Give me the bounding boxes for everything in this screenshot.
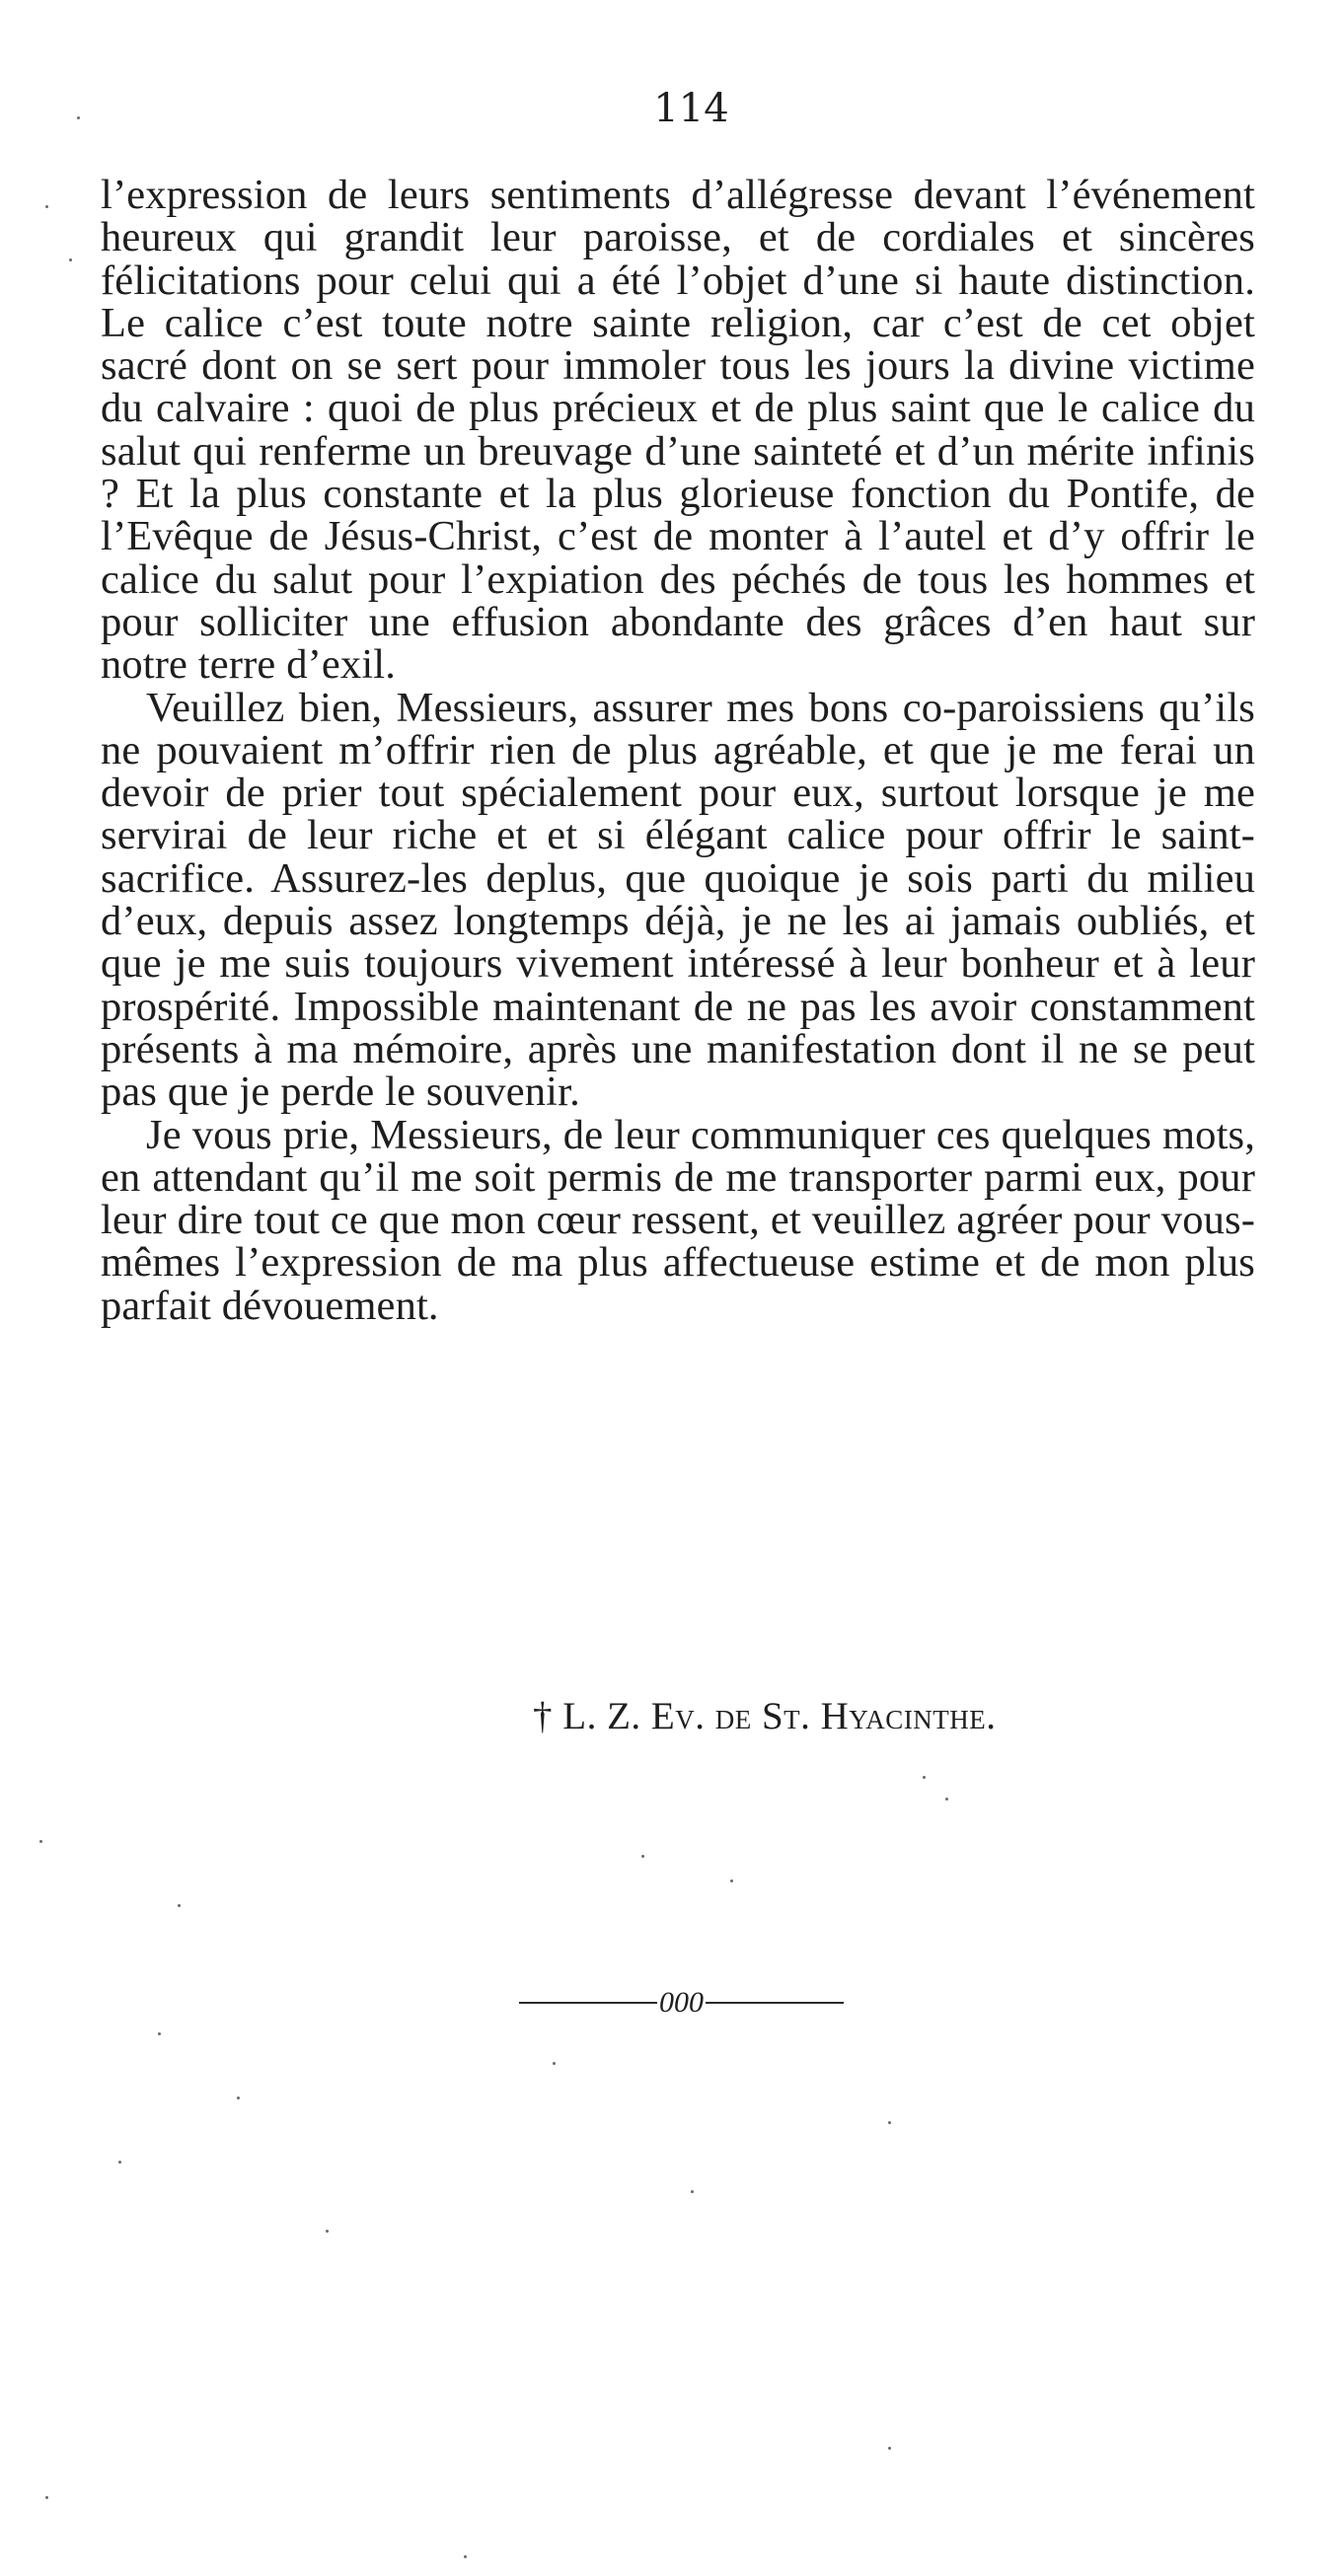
scan-speck	[553, 2062, 556, 2065]
scan-speck	[691, 2190, 694, 2193]
scan-speck	[641, 1855, 644, 1858]
page-number: 114	[653, 86, 729, 131]
scan-speck	[39, 1840, 42, 1843]
paragraph-assurances: Veuillez bien, Messieurs, assurer mes bons co-paroissiens qu’ils ne pouvaient m’offrir rien de plus agréable, et que je me ferai un devoir de prier tout spécialement pour eux, surtout lorsque je me servirai de leur riche et et si élégant calice pour offrir le saint-sacrifice. Assurez-les deplus, que quoique je sois parti du milieu d’eux, depuis assez longtemps déjà, je ne les ai jamais oubliés, et que je me suis toujours vivement intéressé à leur bonheur et à leur prospérité. Impossible maintenant de ne pas les avoir constamment présents à ma mémoire, après une manifestation dont il ne se peut pas que je perde le souvenir.	[101, 684, 1255, 1116]
ornament-rule-right	[706, 2002, 844, 2004]
body-text	[101, 174, 1255, 1327]
scan-speck	[237, 2097, 240, 2099]
scan-speck	[118, 2161, 121, 2164]
scan-speck	[945, 1798, 948, 1801]
paragraph-closing: Je vous prie, Messieurs, de leur communiquer ces quelques mots, en attendant qu’il me soit permis de me transporter parmi eux, pour leur dire tout ce que mon cœur ressent, et veuillez agréer pour vous-mêmes l’expression de ma plus affectueuse estime et de mon plus parfait dévouement.	[101, 1111, 1255, 1329]
scan-speck	[158, 2032, 161, 2035]
scan-speck	[326, 2230, 329, 2233]
ornament-mark: 000	[659, 1986, 704, 2019]
scan-speck	[69, 258, 72, 261]
scan-speck	[888, 2121, 891, 2124]
scan-speck	[45, 2496, 48, 2499]
scan-speck	[923, 1776, 926, 1779]
scan-speck	[178, 1904, 181, 1907]
section-ornament	[10, 1985, 1343, 2021]
scan-speck	[730, 1879, 733, 1882]
scan-speck	[77, 116, 80, 119]
paragraph-continuation: l’expression de leurs sentiments d’allégresse devant l’événement heureux qui grandit leur paroisse, et de cordiales et sincères félicitations pour celui qui a été l’objet d’une si haute distinction. Le calice c’est toute notre sainte religion, car c’est de cet objet sacré dont on se sert pour immoler tous les jours la divine victime du calvaire : quoi de plus précieux et de plus saint que le calice du salut qui renferme un breuvage d’une sainteté et d’un mérite infinis ? Et la plus constante et la plus glorieuse fonction du Pontife, de l’Evêque de Jésus-Christ, c’est de monter à l’autel et d’y offrir le calice du salut pour l’expiation des péchés de tous les hommes et pour solliciter une effusion abondante des grâces d’en haut sur notre terre d’exil.	[101, 172, 1255, 689]
scan-speck	[888, 2447, 891, 2450]
signature: † L. Z. Ev. de St. Hyacinthe.	[533, 1695, 997, 1737]
scan-speck	[464, 2555, 467, 2558]
ornament-rule-left	[519, 2002, 657, 2004]
scan-speck	[45, 205, 48, 208]
